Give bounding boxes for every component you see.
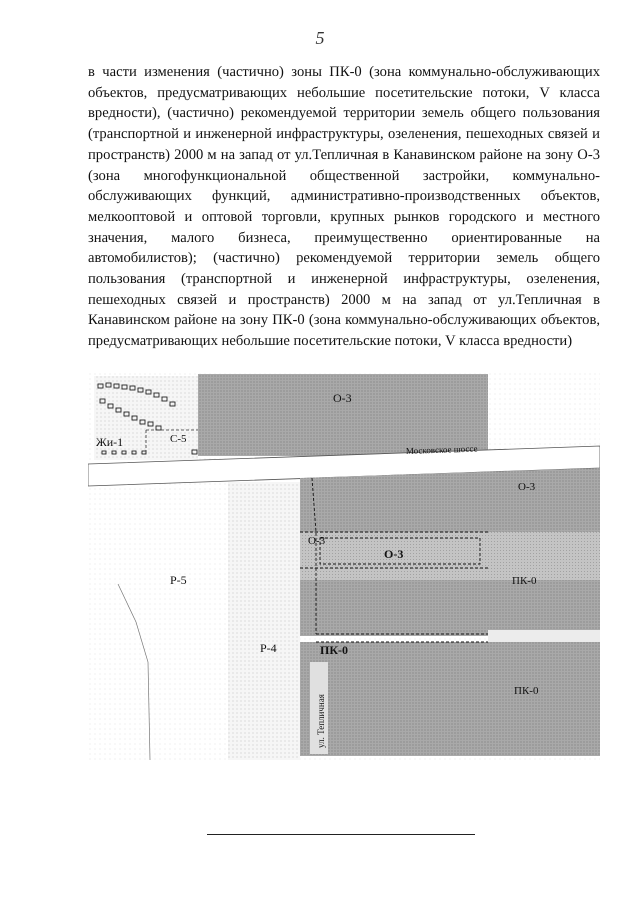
label-pk0-upper: ПК-0 — [512, 575, 537, 587]
body-text: в части изменения (частично) зоны ПК-0 (зона коммунально-обслуживающих объектов, предусматривающих небольшие посетительские потоки, V класса вредности), (частично) рекомендуемой территории земель общего пользования (транспортной и инженерной инфраструктуры, озеленения, пешеходных связей и пространств) 2000 м на запад от ул.Тепличная в Канавинском районе на зону О-3 (зона многофункциональной общественной застройки, коммунально-обслуживающих функций, административно-производственных объектов, мелкооптовой и оптовой торговли, крупных рынков городского и местного значения, малого бизнеса, преимущественно ориентированные на автомобилистов); (частично) рекомендуемой территории земель общего пользования (транспортной и инженерной инфраструктуры, озеленения, пешеходных связей и пространств) 2000 м на запад от ул.Тепличная в Канавинском районе на зону ПК-0 (зона коммунально-обслуживающих объектов, предусматривающих небольшие посетительские потоки, V класса вредности) — [88, 64, 600, 350]
label-o3-small: О-3 — [308, 535, 326, 547]
label-p5: Р-5 — [170, 573, 187, 587]
label-o3-top: О-3 — [333, 391, 352, 405]
zone-o3-center — [300, 532, 600, 580]
label-p4: Р-4 — [260, 641, 277, 655]
label-s5: С-5 — [170, 433, 187, 445]
label-o3-right: О-3 — [518, 481, 536, 493]
label-o3-center: О-3 — [384, 547, 404, 561]
label-street: ул. Тепличная — [316, 694, 326, 748]
zone-pk0-upper — [300, 580, 600, 636]
zone-o3-right — [300, 468, 600, 532]
label-pk0-bold: ПК-0 — [320, 643, 349, 657]
zone-pk0-lower — [300, 642, 600, 756]
label-zhi1: Жи-1 — [96, 435, 124, 449]
zoning-map — [88, 372, 600, 760]
label-road: Московское шоссе — [405, 443, 478, 456]
footer-rule — [207, 834, 475, 835]
zone-pk0-gap — [488, 630, 600, 642]
label-pk0-lower: ПК-0 — [514, 685, 539, 697]
zone-p4 — [228, 482, 300, 760]
page-number: 5 — [315, 28, 325, 48]
